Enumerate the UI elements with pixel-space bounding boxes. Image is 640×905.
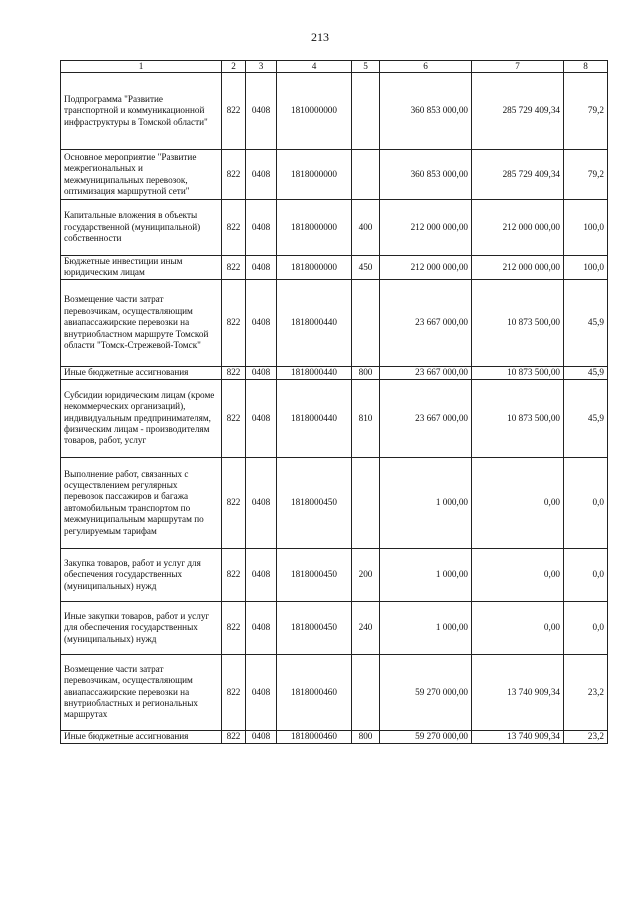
row-cell-c8: 100,0 <box>564 200 608 256</box>
row-cell-c3: 0408 <box>246 150 277 200</box>
row-cell-c7: 285 729 409,34 <box>472 73 564 150</box>
table-row <box>61 73 608 150</box>
table-row <box>61 150 608 200</box>
row-name-cell: Иные бюджетные ассигнования <box>61 366 222 379</box>
header-cell: 1 <box>61 61 222 73</box>
row-cell-c8: 100,0 <box>564 256 608 280</box>
row-cell-c3: 0408 <box>246 601 277 654</box>
row-cell-c8: 0,0 <box>564 601 608 654</box>
row-cell-c5 <box>352 73 380 150</box>
table-row <box>61 366 608 379</box>
row-cell-c3: 0408 <box>246 200 277 256</box>
row-cell-c3: 0408 <box>246 457 277 548</box>
row-cell-c8: 45,9 <box>564 279 608 366</box>
row-name-cell: Иные закупки товаров, работ и услуг для обеспечения государственных (муниципальных) нужд <box>61 601 222 654</box>
budget-table <box>60 60 608 744</box>
row-cell-c2: 822 <box>222 548 246 601</box>
row-cell-c7: 13 740 909,34 <box>472 654 564 730</box>
row-cell-c7: 285 729 409,34 <box>472 150 564 200</box>
row-cell-c7: 0,00 <box>472 457 564 548</box>
row-cell-c5: 450 <box>352 256 380 280</box>
table-row <box>61 654 608 730</box>
header-cell: 3 <box>246 61 277 73</box>
row-cell-c5: 800 <box>352 730 380 743</box>
row-cell-c8: 45,9 <box>564 379 608 457</box>
row-name-cell: Выполнение работ, связанных с осуществлением регулярных перевозок пассажиров и багажа автомобильным транспортом по межмуниципальным маршрутам по регулируемым тарифам <box>61 457 222 548</box>
row-cell-c4: 1818000450 <box>277 601 352 654</box>
table-row <box>61 256 608 280</box>
row-cell-c2: 822 <box>222 200 246 256</box>
row-cell-c3: 0408 <box>246 548 277 601</box>
header-cell: 7 <box>472 61 564 73</box>
row-cell-c2: 822 <box>222 457 246 548</box>
header-cell: 8 <box>564 61 608 73</box>
row-cell-c5 <box>352 457 380 548</box>
row-cell-c8: 45,9 <box>564 366 608 379</box>
row-cell-c4: 1810000000 <box>277 73 352 150</box>
row-cell-c3: 0408 <box>246 366 277 379</box>
row-cell-c5: 200 <box>352 548 380 601</box>
table-row <box>61 730 608 743</box>
row-cell-c4: 1818000450 <box>277 457 352 548</box>
row-cell-c5: 240 <box>352 601 380 654</box>
row-cell-c6: 1 000,00 <box>380 601 472 654</box>
row-cell-c8: 79,2 <box>564 73 608 150</box>
row-cell-c7: 0,00 <box>472 601 564 654</box>
table-row <box>61 601 608 654</box>
row-cell-c4: 1818000440 <box>277 366 352 379</box>
row-cell-c4: 1818000460 <box>277 730 352 743</box>
row-cell-c7: 10 873 500,00 <box>472 279 564 366</box>
row-cell-c3: 0408 <box>246 279 277 366</box>
header-cell: 2 <box>222 61 246 73</box>
row-name-cell: Подпрограмма "Развитие транспортной и коммуникационной инфраструктуры в Томской области" <box>61 73 222 150</box>
row-cell-c2: 822 <box>222 654 246 730</box>
row-cell-c4: 1818000000 <box>277 200 352 256</box>
row-cell-c7: 212 000 000,00 <box>472 256 564 280</box>
row-cell-c5 <box>352 654 380 730</box>
row-cell-c2: 822 <box>222 150 246 200</box>
row-cell-c5: 810 <box>352 379 380 457</box>
row-cell-c2: 822 <box>222 256 246 280</box>
row-cell-c6: 1 000,00 <box>380 548 472 601</box>
row-cell-c5 <box>352 150 380 200</box>
row-cell-c2: 822 <box>222 73 246 150</box>
row-cell-c4: 1818000440 <box>277 379 352 457</box>
row-cell-c4: 1818000460 <box>277 654 352 730</box>
row-cell-c4: 1818000000 <box>277 150 352 200</box>
row-cell-c6: 360 853 000,00 <box>380 73 472 150</box>
table-row <box>61 279 608 366</box>
table-row <box>61 200 608 256</box>
row-cell-c4: 1818000450 <box>277 548 352 601</box>
table-row <box>61 457 608 548</box>
row-cell-c5 <box>352 279 380 366</box>
row-cell-c8: 0,0 <box>564 548 608 601</box>
row-name-cell: Основное мероприятие "Развитие межрегиональных и межмуниципальных перевозок, оптимизация маршрутной сети" <box>61 150 222 200</box>
row-cell-c5: 800 <box>352 366 380 379</box>
row-name-cell: Закупка товаров, работ и услуг для обеспечения государственных (муниципальных) нужд <box>61 548 222 601</box>
row-cell-c4: 1818000440 <box>277 279 352 366</box>
row-cell-c8: 79,2 <box>564 150 608 200</box>
row-cell-c4: 1818000000 <box>277 256 352 280</box>
row-name-cell: Капитальные вложения в объекты государственной (муниципальной) собственности <box>61 200 222 256</box>
row-cell-c6: 23 667 000,00 <box>380 366 472 379</box>
row-cell-c8: 23,2 <box>564 654 608 730</box>
row-cell-c2: 822 <box>222 601 246 654</box>
row-cell-c5: 400 <box>352 200 380 256</box>
row-cell-c3: 0408 <box>246 379 277 457</box>
row-cell-c3: 0408 <box>246 654 277 730</box>
row-cell-c7: 10 873 500,00 <box>472 366 564 379</box>
row-name-cell: Возмещение части затрат перевозчикам, осуществляющим авиапассажирские перевозки на внутриобластном маршруте Томской области "Томск-Стрежевой-Томск" <box>61 279 222 366</box>
row-name-cell: Субсидии юридическим лицам (кроме некоммерческих организаций), индивидуальным предпринимателям, физическим лицам - производителям товаров, работ, услуг <box>61 379 222 457</box>
row-cell-c3: 0408 <box>246 730 277 743</box>
table-row <box>61 379 608 457</box>
row-cell-c8: 0,0 <box>564 457 608 548</box>
header-cell: 6 <box>380 61 472 73</box>
row-cell-c6: 212 000 000,00 <box>380 200 472 256</box>
row-cell-c8: 23,2 <box>564 730 608 743</box>
row-cell-c6: 212 000 000,00 <box>380 256 472 280</box>
row-cell-c7: 0,00 <box>472 548 564 601</box>
header-row <box>61 61 608 73</box>
table-row <box>61 548 608 601</box>
row-cell-c3: 0408 <box>246 256 277 280</box>
row-name-cell: Возмещение части затрат перевозчикам, осуществляющим авиапассажирские перевозки на внутриобластных и региональных маршрутах <box>61 654 222 730</box>
row-cell-c2: 822 <box>222 366 246 379</box>
row-cell-c2: 822 <box>222 730 246 743</box>
row-cell-c7: 10 873 500,00 <box>472 379 564 457</box>
row-name-cell: Бюджетные инвестиции иным юридическим лицам <box>61 256 222 280</box>
row-cell-c2: 822 <box>222 379 246 457</box>
row-cell-c6: 23 667 000,00 <box>380 279 472 366</box>
row-cell-c6: 1 000,00 <box>380 457 472 548</box>
row-cell-c2: 822 <box>222 279 246 366</box>
row-cell-c3: 0408 <box>246 73 277 150</box>
page-number: 213 <box>311 30 329 44</box>
header-cell: 4 <box>277 61 352 73</box>
row-cell-c6: 23 667 000,00 <box>380 379 472 457</box>
row-cell-c6: 360 853 000,00 <box>380 150 472 200</box>
header-cell: 5 <box>352 61 380 73</box>
row-cell-c6: 59 270 000,00 <box>380 730 472 743</box>
row-name-cell: Иные бюджетные ассигнования <box>61 730 222 743</box>
row-cell-c6: 59 270 000,00 <box>380 654 472 730</box>
row-cell-c7: 13 740 909,34 <box>472 730 564 743</box>
row-cell-c7: 212 000 000,00 <box>472 200 564 256</box>
